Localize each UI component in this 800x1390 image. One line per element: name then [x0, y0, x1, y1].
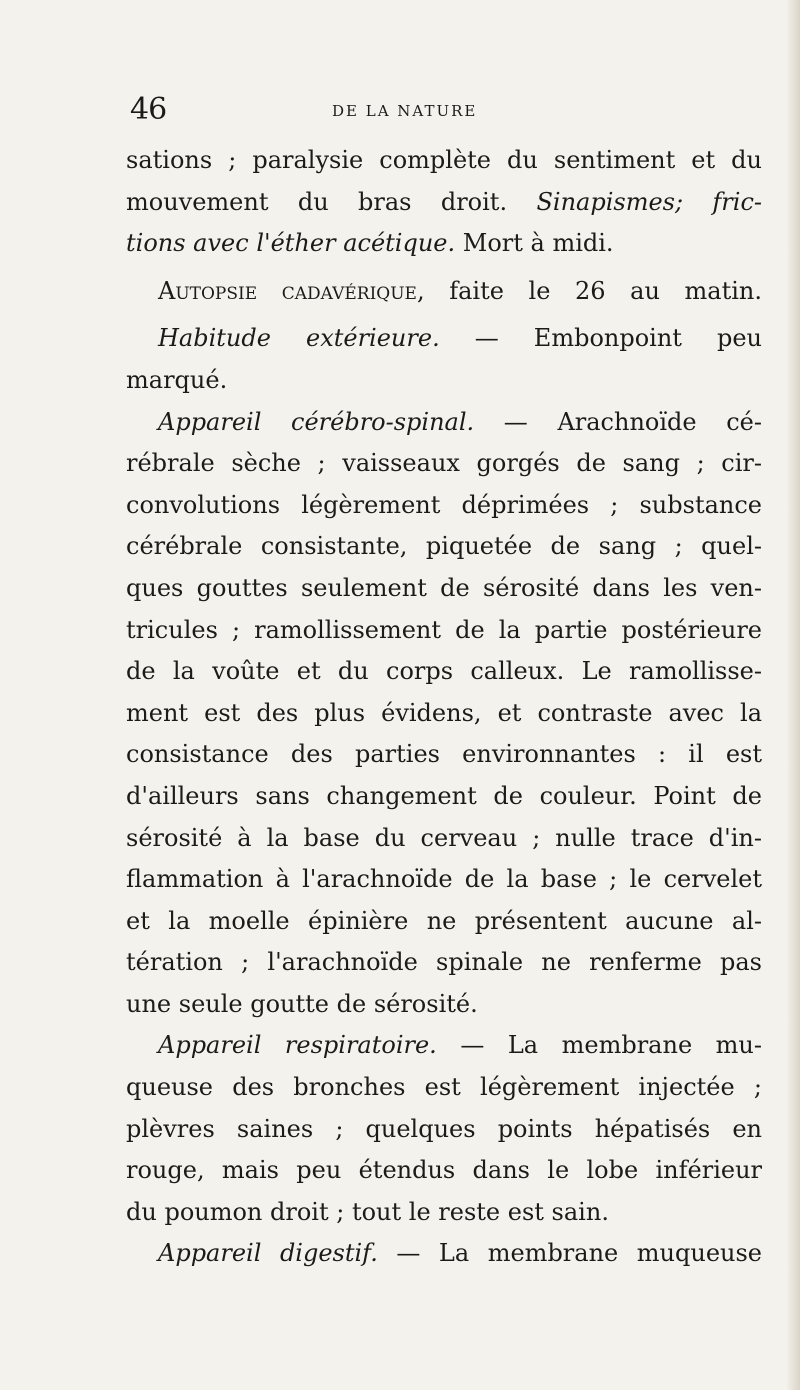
text-line: du poumon droit ; tout le reste est sain. — [126, 1197, 609, 1226]
running-head: DE LA NATURE — [332, 102, 478, 120]
body-text — [126, 140, 762, 1275]
text-line: une seule goutte de sérosité. — [126, 989, 478, 1018]
text-line: sérosité à la base du cerveau ; nulle trace d'in- — [126, 823, 762, 852]
autopsy-heading: Autopsie cadavérique — [158, 276, 417, 305]
text-line: rébrale sèche ; vaisseaux gorgés de sang ; cir- — [126, 449, 762, 478]
text-line — [126, 1233, 762, 1275]
italic-run: Sinapismes; fric- — [536, 187, 762, 216]
text-line: convolutions légèrement déprimées ; substance — [126, 490, 762, 519]
text-run: — La membrane muqueuse — [377, 1239, 763, 1268]
text-line: plèvres saines ; quelques points hépatisés en — [126, 1114, 762, 1143]
text-run: — Embonpoint peu — [439, 324, 763, 353]
text-line: tération ; l'arachnoïde spinale ne renferme pas — [126, 948, 762, 977]
text-line: cérébrale consistante, piquetée de sang ; quel- — [126, 532, 762, 561]
page-number: 46 — [130, 92, 167, 127]
text-line — [126, 402, 762, 444]
section-heading: Habitude extérieure. — [158, 324, 440, 353]
text-line: de la voûte et du corps calleux. Le ramollisse- — [126, 657, 762, 686]
text-run: mouvement du bras droit. — [126, 187, 537, 216]
text-line: ques gouttes seulement de sérosité dans les ven- — [126, 573, 762, 602]
text-line: d'ailleurs sans changement de couleur. Point de — [126, 781, 762, 810]
text-run: — La membrane mu- — [436, 1031, 762, 1060]
text-line — [126, 271, 762, 313]
section-heading: Appareil digestif. — [158, 1239, 378, 1268]
text-line — [126, 318, 762, 360]
text-line — [126, 223, 762, 265]
text-line: flammation à l'arachnoïde de la base ; le cervelet — [126, 865, 762, 894]
text-line: rouge, mais peu étendus dans le lobe inférieur — [126, 1156, 762, 1185]
text-line — [126, 182, 762, 224]
text-line: queuse des bronches est légèrement injectée ; — [126, 1073, 762, 1102]
text-run: , faite le 26 au matin. — [416, 276, 762, 305]
text-line: consistance des parties environnantes : il est — [126, 740, 762, 769]
text-line — [126, 1025, 762, 1067]
text-line: sations ; paralysie complète du sentiment et du — [126, 146, 762, 174]
text-run: Mort à midi. — [455, 229, 614, 258]
page-edge-shadow — [786, 0, 800, 1390]
text-run: — Arachnoïde cé- — [474, 407, 762, 436]
text-line: et la moelle épinière ne présentent aucune al- — [126, 906, 762, 935]
section-heading: Appareil respiratoire. — [158, 1031, 437, 1060]
italic-run: tions avec l'éther acétique. — [126, 229, 456, 258]
text-line: marqué. — [126, 365, 228, 394]
page-header — [126, 92, 746, 132]
text-line: tricules ; ramollissement de la partie postérieure — [126, 615, 762, 644]
text-line: ment est des plus évidens, et contraste avec la — [126, 698, 762, 727]
section-heading: Appareil cérébro-spinal. — [158, 407, 475, 436]
